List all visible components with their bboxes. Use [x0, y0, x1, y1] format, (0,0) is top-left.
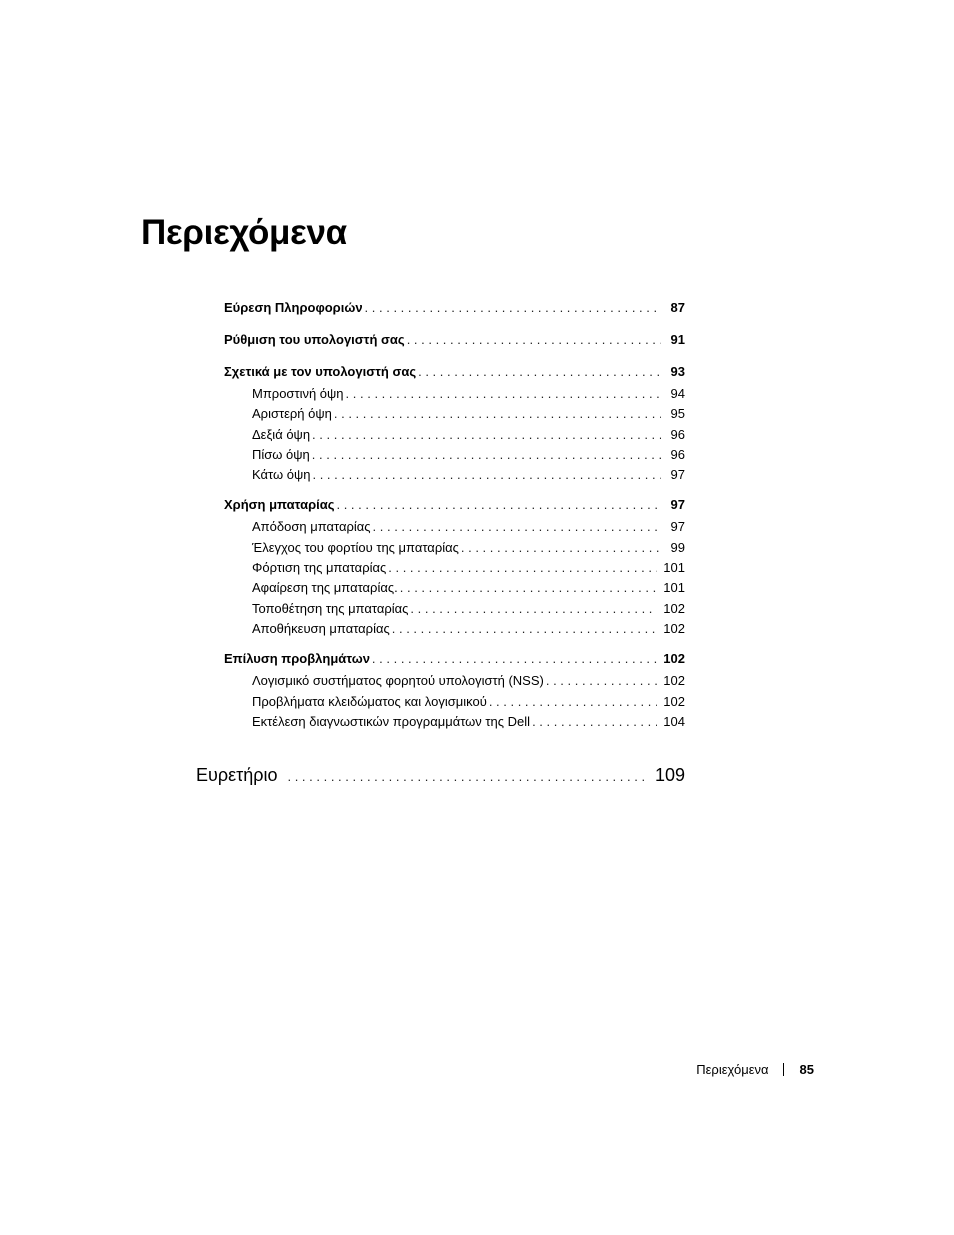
toc-entry-label: Αφαίρεση της μπαταρίας. — [252, 580, 398, 596]
toc-section — [224, 651, 685, 734]
toc-entry-page: 97 — [670, 497, 685, 513]
dot-leader — [365, 300, 661, 315]
toc-subsection-entry[interactable] — [224, 540, 685, 560]
dot-leader — [312, 467, 661, 482]
footer-separator — [783, 1063, 784, 1076]
toc-entry-page: 102 — [663, 693, 685, 709]
page-title: Περιεχόμενα — [141, 213, 347, 252]
toc-entry-page: 102 — [663, 673, 685, 689]
dot-leader — [336, 497, 661, 512]
toc-chapter-entry[interactable] — [224, 651, 685, 673]
toc-entry-label: Αριστερή όψη — [252, 406, 332, 422]
dot-leader — [346, 386, 661, 401]
toc-section — [224, 300, 685, 322]
dot-leader — [489, 694, 657, 709]
toc-subsection-entry[interactable] — [224, 467, 685, 487]
dot-leader — [532, 714, 657, 729]
footer-page-number: 85 — [799, 1062, 814, 1077]
dot-leader — [312, 447, 661, 462]
toc-entry-label: Δεξιά όψη — [252, 426, 311, 442]
toc-chapter-entry[interactable] — [224, 497, 685, 519]
dot-leader — [392, 621, 658, 636]
toc-entry-label: Ρύθμιση του υπολογιστή σας — [224, 332, 405, 347]
dot-leader — [461, 540, 661, 555]
toc-chapter-entry[interactable] — [224, 332, 685, 354]
page-footer — [696, 1062, 814, 1077]
toc-entry-page: 95 — [670, 406, 685, 422]
toc-entry-label: Έλεγχος του φορτίου της μπαταρίας — [252, 539, 459, 555]
toc-chapter-entry[interactable] — [224, 300, 685, 322]
toc-section — [224, 497, 685, 641]
toc-entry-label: Πίσω όψη — [252, 446, 310, 462]
toc-entry-page: 101 — [663, 580, 685, 596]
dot-leader — [546, 673, 657, 688]
toc-chapter-entry[interactable] — [224, 364, 685, 386]
toc-entry-page: 94 — [670, 386, 685, 401]
dot-leader — [312, 427, 661, 442]
toc-entry-label: Αποθήκευση μπαταρίας — [252, 620, 390, 636]
toc-entry-label: Σχετικά με τον υπολογιστή σας — [224, 364, 417, 379]
toc-section — [224, 364, 685, 487]
toc-subsection-entry[interactable] — [224, 694, 685, 714]
toc-entry-label: Απόδοση μπαταρίας — [252, 519, 371, 535]
toc-subsection-entry[interactable] — [224, 406, 685, 426]
toc-entry-label: Προβλήματα κλειδώματος και λογισμικού — [252, 693, 487, 709]
toc-subsection-entry[interactable] — [224, 601, 685, 621]
dot-leader — [418, 364, 661, 379]
toc-entry-label: Χρήση μπαταρίας — [224, 497, 335, 513]
toc-entry-page: 104 — [663, 713, 685, 729]
toc-entry-page: 93 — [670, 364, 685, 379]
toc-entry-page: 102 — [663, 620, 685, 636]
toc-entry-page: 102 — [663, 651, 685, 667]
toc-subsection-entry[interactable] — [224, 560, 685, 580]
toc-subsection-entry[interactable] — [224, 714, 685, 734]
dot-leader — [407, 332, 661, 347]
toc-entry-page: 109 — [654, 765, 685, 785]
toc-entry-label: Φόρτιση της μπαταρίας — [252, 560, 387, 576]
toc-subsection-entry[interactable] — [224, 447, 685, 467]
dot-leader — [372, 651, 657, 666]
toc-entry-page: 96 — [670, 426, 685, 442]
toc-entry-index[interactable] — [196, 765, 685, 786]
toc-subsection-entry[interactable] — [224, 427, 685, 447]
toc-section — [224, 332, 685, 354]
toc-entry-label: Κάτω όψη — [252, 467, 311, 483]
toc-entry-label: Λογισμικό συστήματος φορητού υπολογιστή (NSS) — [252, 673, 544, 689]
toc-subsection-entry[interactable] — [224, 621, 685, 641]
toc-entry-page: 91 — [670, 332, 685, 347]
dot-leader — [373, 519, 661, 534]
footer-section-title: Περιεχόμενα — [696, 1062, 769, 1077]
dot-leader — [334, 406, 661, 421]
toc-entry-label: Επίλυση προβλημάτων — [224, 651, 370, 667]
dot-leader — [287, 769, 646, 784]
toc-entry-page: 97 — [670, 467, 685, 483]
toc-entry-label: Τοποθέτηση της μπαταρίας — [252, 600, 409, 616]
toc-subsection-entry[interactable] — [224, 386, 685, 406]
toc-entry-page: 97 — [670, 519, 685, 535]
toc-subsection-entry[interactable] — [224, 580, 685, 600]
toc-entry-label: Εκτέλεση διαγνωστικών προγραμμάτων της Dell — [252, 713, 531, 729]
toc-entry-label: Ευρετήριο — [196, 765, 278, 785]
dot-leader — [400, 580, 658, 595]
toc-subsection-entry[interactable] — [224, 519, 685, 539]
toc-entry-page: 96 — [670, 446, 685, 462]
dot-leader — [388, 560, 657, 575]
table-of-contents — [224, 300, 685, 744]
toc-entry-page: 87 — [670, 300, 685, 315]
toc-entry-label: Εύρεση Πληροφοριών — [224, 300, 363, 315]
toc-entry-page: 99 — [670, 539, 685, 555]
toc-entry-page: 101 — [663, 560, 685, 576]
toc-entry-page: 102 — [663, 600, 685, 616]
dot-leader — [410, 601, 657, 616]
toc-entry-label: Μπροστινή όψη — [252, 386, 344, 401]
toc-subsection-entry[interactable] — [224, 673, 685, 693]
